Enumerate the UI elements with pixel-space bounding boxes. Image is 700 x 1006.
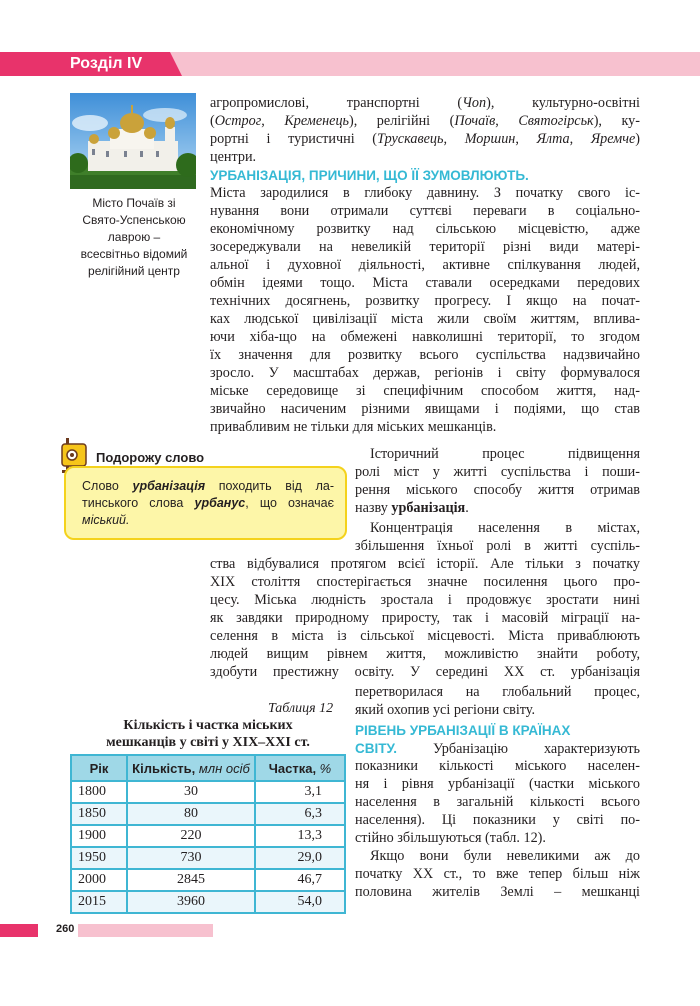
table-row: 2000 2845 46,7: [71, 869, 345, 891]
table-row: 1850 80 6,3: [71, 803, 345, 825]
table-row: 1800 30 3,1: [71, 781, 345, 803]
text-line: ках людської цивілізації міста жили своїм життям, вплива-: [210, 311, 640, 327]
text-line: СВІТУ. Урбанізацію характеризують: [355, 741, 640, 757]
text-line: людей вищим рівнем життя, можливістю знайти роботу,: [210, 646, 640, 662]
word-line: міський.: [82, 513, 130, 527]
text-line: ня і рівня урбанізації (частки міського: [355, 776, 640, 792]
table-label: Таблиця 12: [268, 701, 334, 716]
text-line: як завдяки природному приросту, так і масовій міграції на-: [210, 610, 640, 626]
text-line: перетворилася на глобальний процес,: [355, 684, 640, 700]
photo-caption: Місто Почаїв зі Свято-Успенською лаврою – всесвітньо відомий релігійний центр: [80, 196, 188, 278]
text-line: збільшення їхньої ролі в житті суспіль-: [355, 538, 640, 554]
text-line: (Острог, Кременець), релігійні (Почаїв, Святогірськ), ку-: [210, 113, 640, 129]
text-line: технічних досягнень, розвитку прогресу. І якщо на почат-: [210, 293, 640, 309]
table-header-row: [71, 755, 345, 781]
col-count-header: Кількість, млн осіб: [127, 755, 255, 781]
text-line: міське середовище зі специфічним способом життя, над-: [210, 383, 640, 399]
word-journey-title: Подорожу слово: [96, 450, 205, 465]
text-line: Міста зародилися в глибоку давнину. З початку свого іс-: [210, 185, 640, 201]
table-row: 1900 220 13,3: [71, 825, 345, 847]
table-row: 1950 730 29,0: [71, 847, 345, 869]
text-line: селення в міста із сільської місцевості. Міста приваблюють: [210, 628, 640, 644]
text-line: привабливим не тільки для міських мешканців.: [210, 419, 497, 435]
text-line: населення). Ці показники у світі по-: [355, 812, 640, 828]
text-line: нування вони отримали суттєві переваги в соціально-: [210, 203, 640, 219]
text-line: половина жителів Землі – мешканці: [355, 884, 640, 900]
text-line: обмін ідеями тощо. Міста ставали осередками передових: [210, 275, 640, 291]
text-line: ства відбувалися протягом всієї історії. Але тільки з початку: [210, 556, 640, 572]
text-line: початку XX ст., то вже тепер більш ніж: [355, 866, 640, 882]
text-line: альної і духовної діяльності, активне спілкування людей,: [210, 257, 640, 273]
text-line: Історичний процес підвищення: [370, 446, 640, 462]
text-line: рення міського способу життя отримав: [355, 482, 640, 498]
urban-population-table: [70, 754, 346, 914]
text-line: XIX століття спостерігається значне посилення цього про-: [210, 574, 640, 590]
footer-accent: [0, 924, 38, 937]
text-line: ючи хіба-що на обмежені навколишні території, то згодом: [210, 329, 640, 345]
table-title: мешканців у світі у XIX–XXI ст.: [106, 735, 310, 750]
section-title: Розділ IV: [70, 55, 143, 72]
text-line: стійно збільшуються (табл. 12).: [355, 830, 546, 846]
text-line: зросло. У масштабах держав, регіонів і світу формувалося: [210, 365, 640, 381]
text-line: населення в загальній кількості всього: [355, 794, 640, 810]
page-number: 260: [56, 923, 75, 935]
text-line: показники кількості міського населен-: [355, 758, 640, 774]
text-line: їх значення для розвитку всього суспільства надзвичайно: [210, 347, 640, 363]
text-line: зосереджували на невеликій території різні види матері-: [210, 239, 640, 255]
text-line: Концентрація населення в містах,: [370, 520, 640, 536]
text-line: ролі міст у житті суспільства і поши-: [355, 464, 640, 480]
col-share-header: Частка, %: [255, 755, 345, 781]
footer-bar: [78, 924, 213, 937]
text-line: рортні і туристичні (Трускавець, Моршин, Ялта, Яремче): [210, 131, 641, 147]
col-year-header: Рік: [71, 755, 127, 781]
text-line: цесу. Міська людність зростала і продовжує зростати нині: [210, 592, 640, 608]
text-line: який охопив усі регіони світу.: [355, 702, 535, 718]
text-line: звичайно насиченим різними явищами і подіями, що став: [210, 401, 640, 417]
word-line: Слово урбанізація походить від ла-: [82, 479, 334, 493]
word-line: тинського слова урбанус, що означає: [82, 496, 334, 510]
monastery-photo: [70, 93, 196, 189]
urbanization-heading: УРБАНІЗАЦІЯ, ПРИЧИНИ, ЩО ЇЇ ЗУМОВЛЮЮТЬ.: [210, 168, 529, 183]
text-line: Якщо вони були невеликими аж до: [370, 848, 640, 864]
text-line: економічному розвитку над сільською місцевістю, адже: [210, 221, 640, 237]
table-row: 2015 3960 54,0: [71, 891, 345, 913]
text-line: центри.: [210, 149, 257, 165]
text-line: назву урбанізація.: [355, 500, 469, 516]
text-line: агропромислові, транспортні (Чоп), культурно-освітні: [210, 95, 640, 111]
level-heading: РІВЕНЬ УРБАНІЗАЦІЇ В КРАЇНАХ: [355, 723, 571, 738]
table-title: Кількість і частка міських: [123, 718, 293, 733]
text-line: здобути престижну освіту. У середині XX ст. урбанізація: [210, 664, 640, 680]
